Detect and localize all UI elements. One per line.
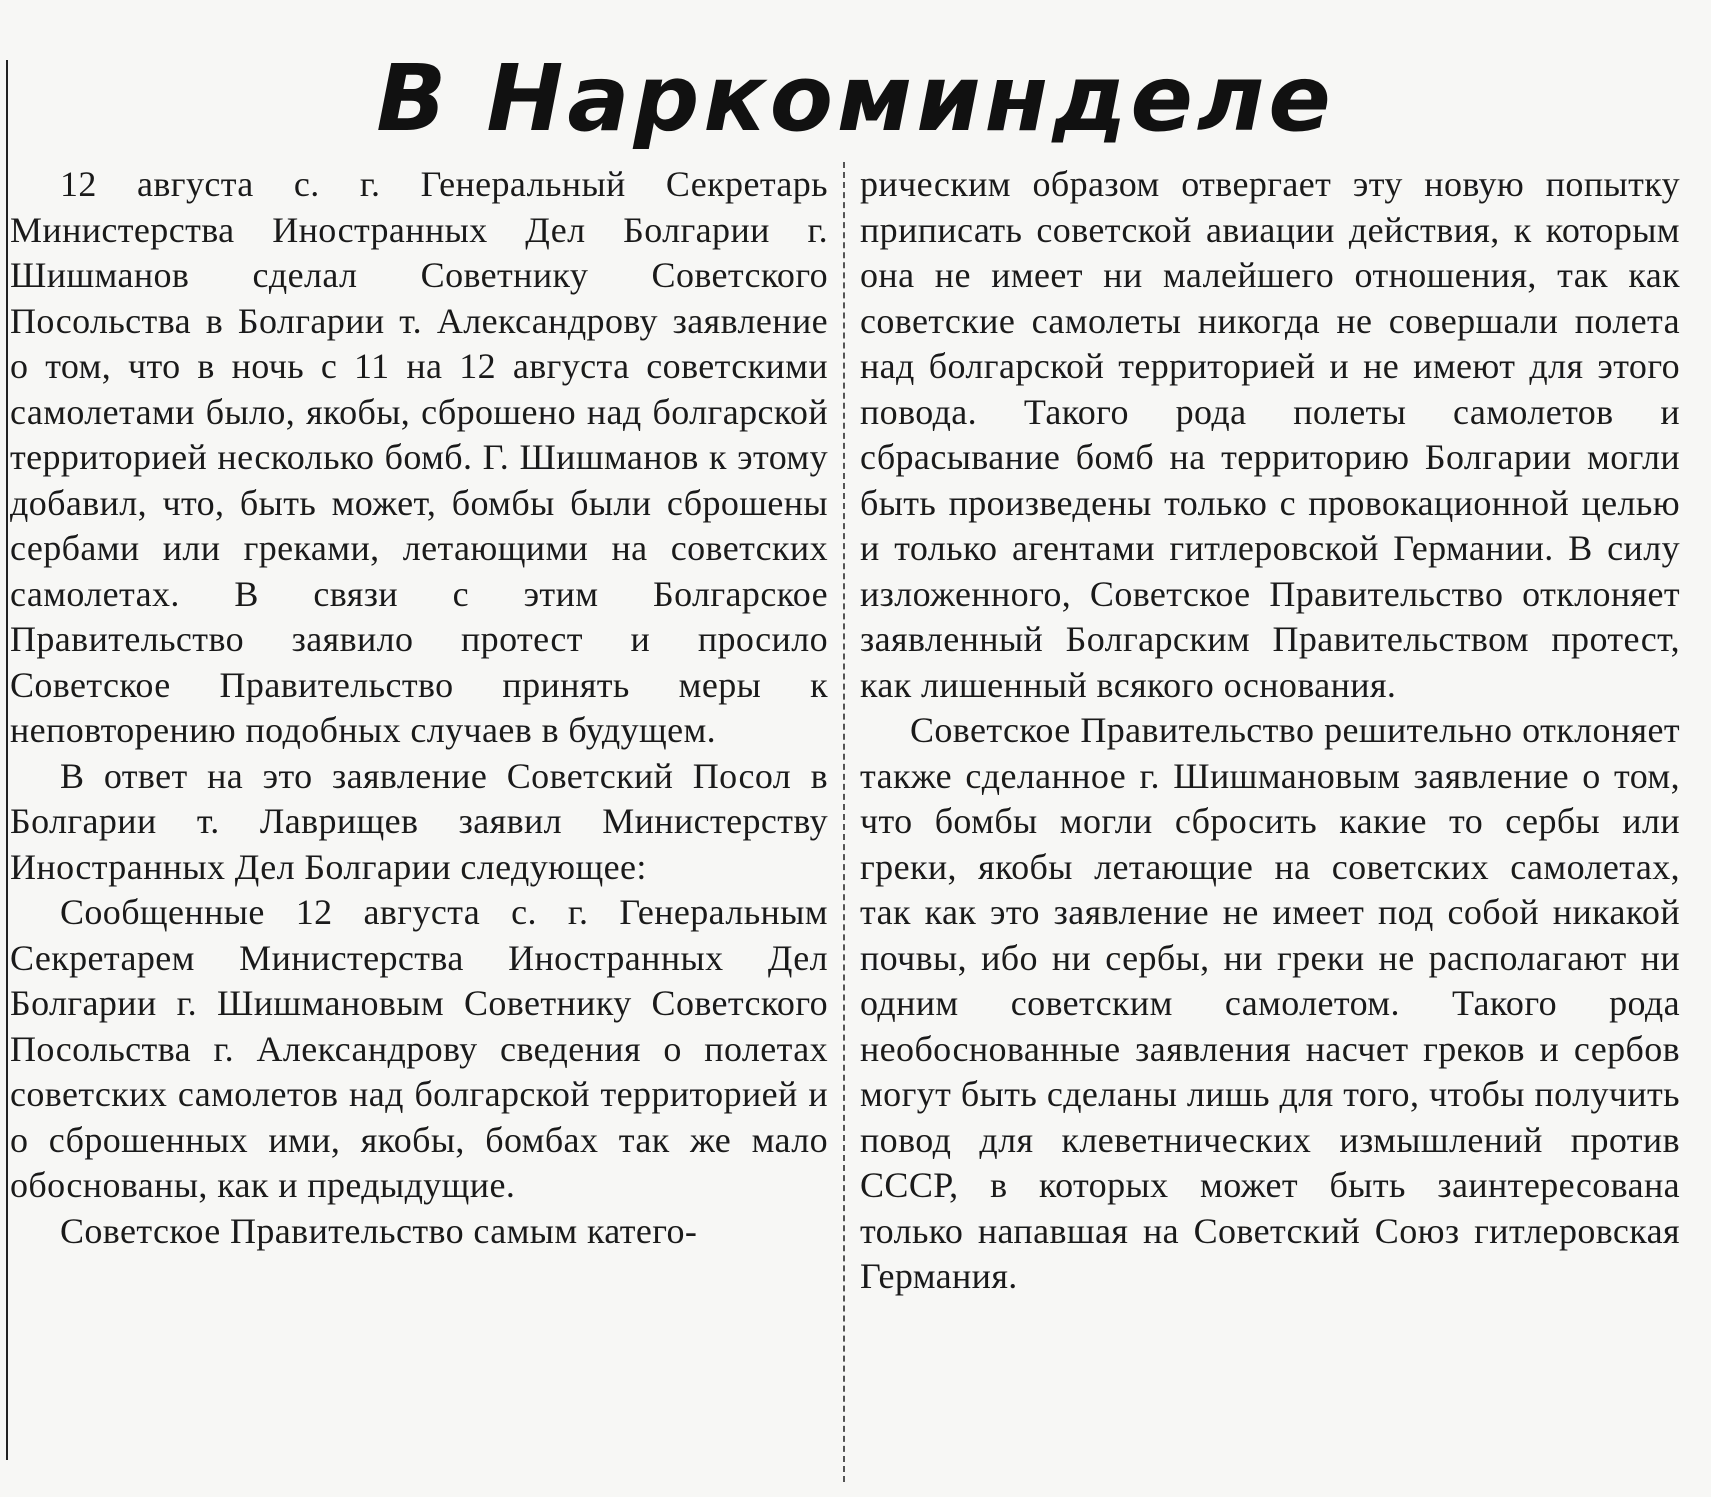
right-column — [860, 162, 1680, 1300]
paragraph: рическим образом отвергает эту новую попытку приписать советской авиации действия, к которым она не имеет ни малейшего отношения, так как советские самолеты никогда не совершали полета над болгарской территорией и не имеют для этого повода. Такого рода полеты самолетов и сбрасывание бомб на территорию Болгарии могли быть произведены только с провокационной целью и только агентами гитлеровской Германии. В силу изложенного, Советское Правительство отклоняет заявленный Болгарским Правительством протест, как лишенный всякого основания. — [860, 164, 1680, 705]
paragraph: Сообщенные 12 августа с. г. Генеральным Секретарем Министерства Иностранных Дел Болгарии г. Шишмановым Советнику Советского Посольства г. Александрову сведения о полетах советских самолетов над болгарской территорией и о сброшенных ими, якобы, бомбах так же мало обоснованы, как и предыдущие. — [10, 892, 828, 1205]
paragraph: В ответ на это заявление Советский Посол в Болгарии т. Лаврищев заявил Министерству Иностранных Дел Болгарии следующее: — [10, 755, 828, 887]
paragraph: Советское Правительство самым катего- — [60, 1210, 698, 1251]
left-column — [10, 162, 828, 1254]
column-divider — [843, 162, 845, 1482]
paragraph: 12 августа с. г. Генеральный Секретарь Министерства Иностранных Дел Болгарии г. Шишманов сделал Советнику Советского Посольства в Болгарии т. Александрову заявление о том, что в ночь с 11 на 12 августа советскими самолетами было, якобы, сброшено над болгарской территорией несколько бомб. Г. Шишманов к этому добавил, что, быть может, бомбы были сброшены сербами или греками, летающими на советских самолетах. В связи с этим Болгарское Правительство заявило протест и просило Советское Правительство принять меры к неповторению подобных случаев в будущем. — [10, 164, 828, 750]
headline: В Наркоминделе — [376, 45, 1335, 152]
paragraph: Советское Правительство решительно отклоняет также сделанное г. Шишмановым заявление о том, что бомбы могли сбросить какие то сербы или греки, якобы летающие на советских самолетах, так как это заявление не имеет под собой никакой почвы, ибо ни сербы, ни греки не располагают ни одним советским самолетом. Такого рода необоснованные заявления насчет греков и сербов могут быть сделаны лишь для того, чтобы получить повод для клеветнических измышлений против СССР, в которых может быть заинтересована только напавшая на Советский Союз гитлеровская Германия. — [860, 710, 1680, 1296]
left-border-rule — [6, 60, 8, 1460]
